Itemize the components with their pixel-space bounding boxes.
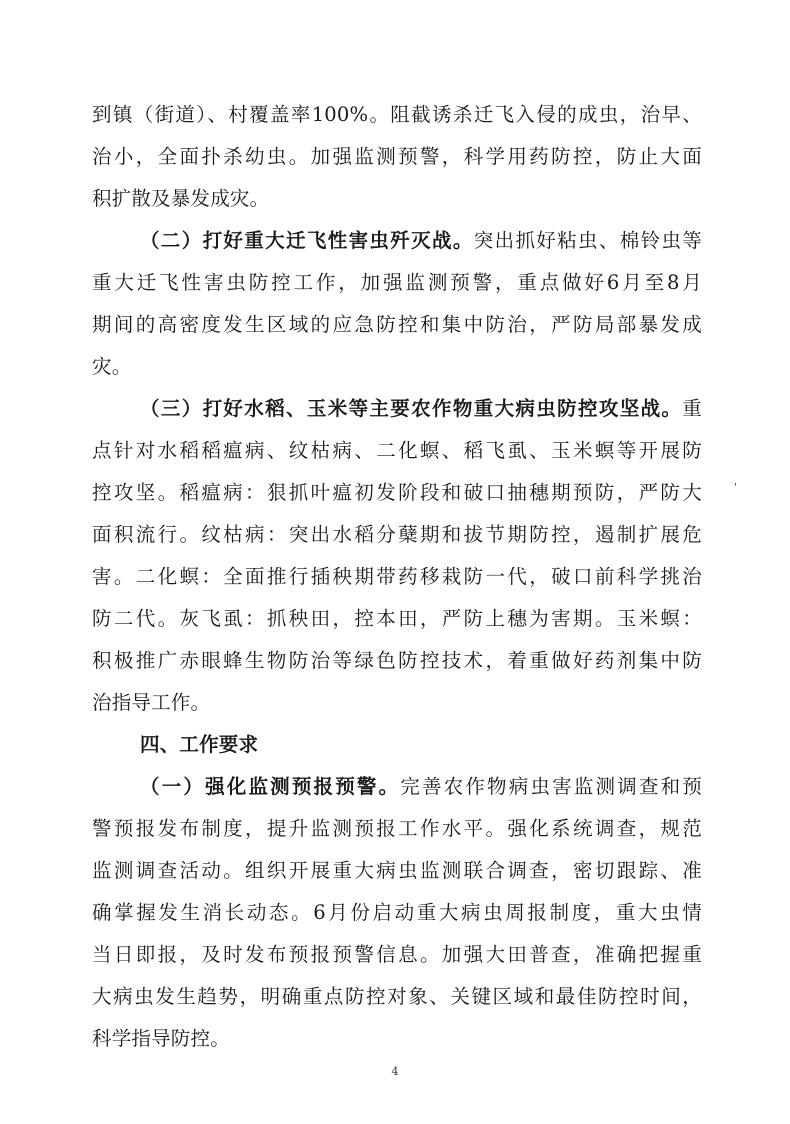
text-line: 当日即报，及时发布预报预警信息。加强大田普查，准确把握重 [92,943,702,966]
text-line: 大病虫发生趋势，明确重点防控对象、关键区域和最佳防控时间， [92,985,702,1008]
text-line: 治指导工作。 [92,691,211,714]
text-line: 积极推广赤眼蜂生物防治等绿色防控技术，着重做好药剂集中防 [92,649,702,672]
text-line: 灾。 [92,355,132,378]
text-line: 控攻坚。稻瘟病：狠抓叶瘟初发阶段和破口抽穗期预防，严防大 [92,481,702,504]
chapter-heading: 四、工作要求 [140,733,259,756]
section-title: （一）强化监测预报预警。 [140,775,401,798]
section-heading-2: （二）打好重大迁飞性害虫歼灭战。突出抓好粘虫、棉铃虫等 [140,229,703,252]
text-line: 监测调查活动。组织开展重大病虫监测联合调查，密切跟踪、准 [92,859,702,882]
text-line: 积扩散及暴发成灾。 [92,187,270,210]
text-line: 确掌握发生消长动态。6月份启动重大病虫周报制度，重大虫情 [92,901,702,924]
text-line: 防二代。灰飞虱：抓秧田，控本田，严防上穗为害期。玉米螟： [92,607,702,630]
text-line: 治小，全面扑杀幼虫。加强监测预警，科学用药防控，防止大面 [92,145,702,168]
text-line: 害。二化螟：全面推行插秧期带药移栽防一代，破口前科学挑治 [92,565,702,588]
text-line: 点针对水稻稻瘟病、纹枯病、二化螟、稻飞虱、玉米螟等开展防 [92,439,702,462]
section-heading-1: （一）强化监测预报预警。完善农作物病虫害监测调查和预 [140,775,702,798]
text-line: 科学指导防控。 [92,1027,230,1050]
section-title: （三）打好水稻、玉米等主要农作物重大病虫防控攻坚战。 [140,397,683,420]
text-line: 到镇（街道）、村覆盖率100%。阻截诱杀迁飞入侵的成虫，治早、 [92,103,702,126]
text-line: 警预报发布制度，提升监测预报工作水平。强化系统调查，规范 [92,817,702,840]
section-title: （二）打好重大迁飞性害虫歼灭战。 [140,229,474,252]
section-heading-3: （三）打好水稻、玉米等主要农作物重大病虫防控攻坚战。重 [140,397,702,420]
text-line: 重大迁飞性害虫防控工作，加强监测预警，重点做好6月至8月 [92,271,702,294]
text-line: 面积流行。纹枯病：突出水稻分蘖期和拔节期防控，遏制扩展危 [92,523,702,546]
page-number: 4 [391,1065,399,1078]
text-line: 期间的高密度发生区域的应急防控和集中防治，严防局部暴发成 [92,313,702,336]
stray-mark: ' [734,482,737,493]
